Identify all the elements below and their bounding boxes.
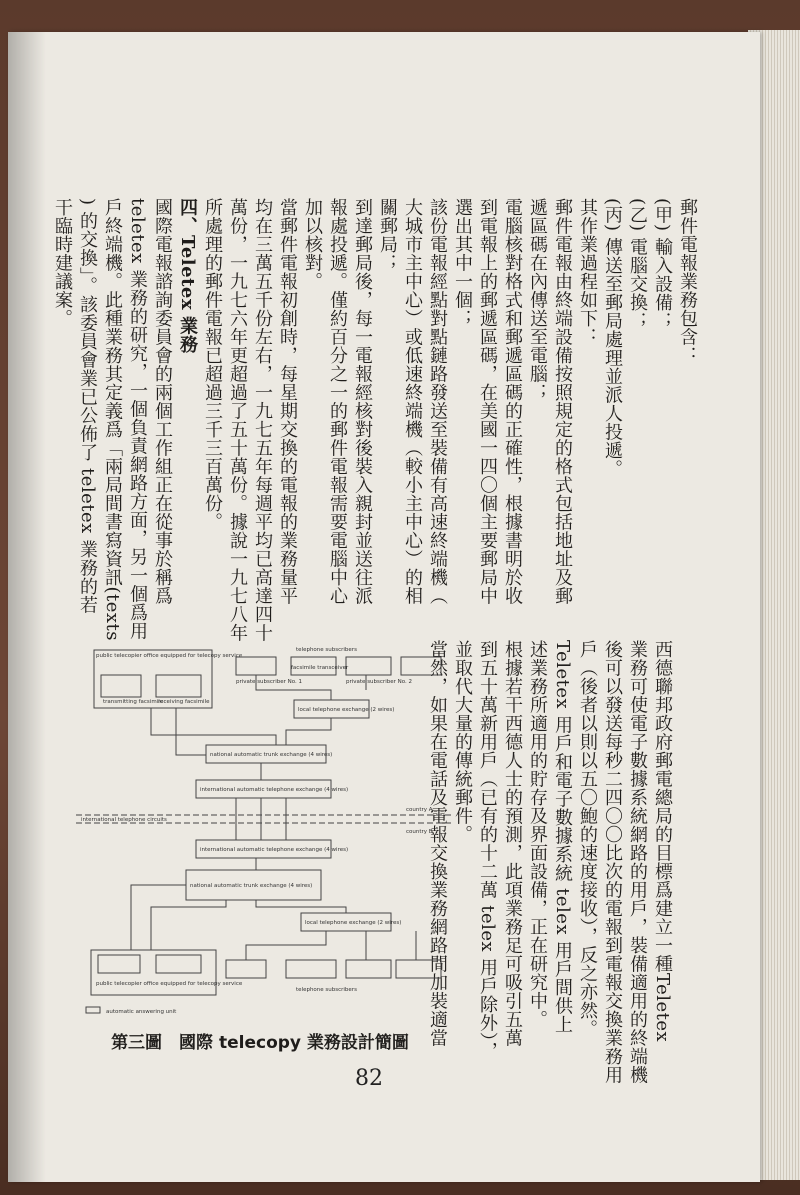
diagram-label: telephone subscribers <box>296 647 357 653</box>
page-gutter-shadow <box>8 32 46 1182</box>
text-line: 戶（後者以則以五〇鮑的速度接收），反之亦然。 <box>577 640 598 1038</box>
text-line: 均在三萬五千份左右，一九七五年每週平均已高達四十 <box>252 198 273 642</box>
text-line: 報處投遞。僅約百分之一的郵件電報需要電腦中心 <box>327 198 348 605</box>
diagram-label: public telecopier office equipped for telecopy service <box>96 981 243 987</box>
text-line: 關郵局； <box>377 198 398 272</box>
fax-transceiver-bottom-box-2 <box>396 960 441 978</box>
connector <box>176 708 206 755</box>
text-line: Teletex 用戶和電子數據系統 telex 用戶間供上 <box>552 640 573 1034</box>
figure-caption: 第三圖 國際 telecopy 業務設計簡圖 <box>111 1033 409 1053</box>
text-line: (丙) 傳送至郵局處理並派人投遞。 <box>602 198 623 479</box>
diagram-label: local telephone exchange (2 wires) <box>298 707 395 713</box>
connector <box>151 708 276 745</box>
text-line: 國際電報諮詢委員會的兩個工作組正在從事於稱爲 <box>152 198 173 605</box>
text-line: 西德聯邦政府郵電總局的目標爲建立一種Teletex <box>652 640 673 1043</box>
receiving-fax-box <box>156 675 201 697</box>
upper-text-block <box>50 198 700 642</box>
text-line: 該份電報經點對點鏈路發送至裝備有高速終端機（ <box>427 198 448 605</box>
connector <box>286 718 331 745</box>
diagram-label: telephone subscribers <box>296 987 357 993</box>
transmitting-fax-box <box>101 675 141 697</box>
diagram-svg <box>76 645 454 1020</box>
page-number: 82 <box>355 1066 383 1091</box>
receiving-fax-box-bottom <box>156 955 201 973</box>
text-line: 郵件電報業務包含： <box>677 198 698 365</box>
text-line: ) 的交換」。該委員會業已公佈了 teletex 業務的若 <box>77 198 98 615</box>
diagram-label: private subscriber No. 2 <box>346 679 412 685</box>
text-line: 選出其中一個； <box>452 198 473 328</box>
connector <box>256 900 346 913</box>
text-line: 電腦核對格式和郵遞區碼的正確性，根據書明於收 <box>502 198 523 605</box>
diagram-label: private subscriber No. 1 <box>236 679 302 685</box>
text-line: 其作業過程如下： <box>577 198 598 346</box>
text-line: 萬份，一九七六年更超過了五十萬份。據說一九七八年 <box>227 198 248 642</box>
text-line: 並取代大量的傳統郵件。 <box>452 640 473 844</box>
text-line: 戶終端機。此種業務其定義爲「兩局間書寫資訊(texts <box>102 198 123 642</box>
diagram-label: transmitting facsimile <box>103 699 164 705</box>
text-line: (甲) 輸入設備； <box>652 198 673 331</box>
connector <box>151 900 226 950</box>
text-line: 到電報上的郵遞區碼，在美國一四〇個主要郵局中 <box>477 198 498 605</box>
diagram-label: country A <box>406 807 433 813</box>
fax-transceiver-bottom-box <box>286 960 336 978</box>
diagram-label: local telephone exchange (2 wires) <box>305 920 402 926</box>
text-line: 遞區碼在內傳送至電腦； <box>527 198 548 402</box>
text-line: 根據若干西德人士的預測，此項業務足可吸引五萬 <box>502 640 523 1047</box>
text-line: 業務可使電子數據系統網路的用戶，裝備適用的終端機 <box>627 640 648 1084</box>
diagram-label: international automatic telephone exchange (4 wires) <box>200 787 349 793</box>
diagram-label: receiving facsimile <box>158 699 210 705</box>
text-line: 到達郵局後，每一電報經核對後裝入親封並送往派 <box>352 198 373 605</box>
diagram-label: international telephone circuits <box>81 817 167 823</box>
text-line: 所處理的郵件電報已超過三千三百萬份。 <box>202 198 223 531</box>
text-line: 述業務所適用的貯存及界面設備，正在研究中。 <box>527 640 548 1029</box>
fax-transceiver-box-2 <box>401 657 441 675</box>
text-line: 到五十萬新用戶（已有的十二萬 telex 用戶除外）， <box>477 640 498 1061</box>
diagram-label: national automatic trunk exchange (4 wires) <box>190 883 313 889</box>
section-heading: 四、Teletex 業務 <box>177 198 198 354</box>
private-sub-bottom-box <box>226 960 266 978</box>
text-line: teletex 業務的研究，一個負責網路方面，另一個爲用 <box>127 198 148 641</box>
private-sub2-box <box>346 657 391 675</box>
diagram-label: facsimile transceiver <box>291 665 349 671</box>
text-line: 干臨時建議案。 <box>52 198 73 328</box>
text-line: 加以核對。 <box>302 198 323 291</box>
lower-text-block <box>425 640 675 1084</box>
connector <box>246 931 326 960</box>
diagram-label: national automatic trunk exchange (4 wires) <box>210 752 333 758</box>
telecopy-diagram <box>76 645 454 1020</box>
text-line: 郵件電報由終端設備按照規定的格式包括地址及郵 <box>552 198 573 605</box>
connector <box>131 885 186 950</box>
text-line: (乙) 電腦交換； <box>627 198 648 331</box>
text-line: 後可以發送每秒二四〇〇比次的電報到電報交換業務用 <box>602 640 623 1084</box>
text-line: 當郵件電報初創時，每星期交換的電報的業務量平 <box>277 198 298 605</box>
diagram-label: international automatic telephone exchange (4 wires) <box>200 847 349 853</box>
legend-swatch <box>86 1007 100 1013</box>
transmitting-fax-box-bottom <box>98 955 140 973</box>
text-line: 當然，如果在電話及電報交換業務網路間加裝適當 <box>427 640 448 1047</box>
private-sub-bottom-box-2 <box>346 960 391 978</box>
diagram-label: automatic answering unit <box>106 1009 177 1015</box>
diagram-label: public telecopier office equipped for telecopy service <box>96 653 243 659</box>
private-sub1-box <box>236 657 276 675</box>
text-line: 大城市主中心）或低速終端機（較小主中心）的相 <box>402 198 423 605</box>
diagram-label: country B <box>406 829 433 835</box>
